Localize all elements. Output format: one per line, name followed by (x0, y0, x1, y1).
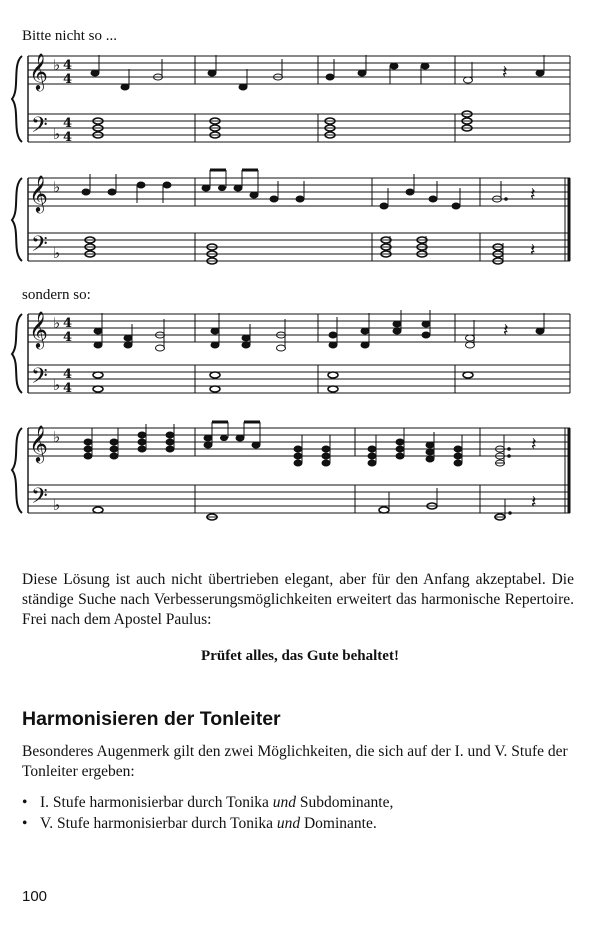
flat-sign-icon: ♭ (53, 127, 61, 143)
music-system-2 (0, 160, 600, 270)
bullet-icon: • (22, 794, 28, 811)
bullet-text-before: I. Stufe harmonisierbar durch Tonika (40, 794, 273, 811)
list-item (22, 813, 582, 834)
bullet-icon: • (22, 815, 28, 832)
flat-sign-icon: ♭ (53, 316, 61, 332)
treble-clef-icon: 𝄞 (29, 174, 48, 212)
music-system-1 (0, 44, 600, 154)
brace-icon (12, 178, 22, 261)
bullet-text-after: Subdominante, (296, 794, 394, 811)
bullet-text-after: Dominante. (300, 815, 377, 832)
bullet-text-emphasis: und (276, 815, 301, 832)
time-sig-upper: 4 (63, 116, 73, 131)
quarter-rest-icon: 𝄽 (530, 240, 536, 260)
example-label-good: sondern so: (22, 287, 91, 303)
quarter-rest-icon: 𝄽 (531, 434, 537, 454)
quarter-rest-icon: 𝄽 (502, 62, 508, 82)
bullet-list (22, 792, 582, 834)
brace-icon (12, 428, 22, 513)
flat-sign-icon: ♭ (53, 378, 61, 394)
quarter-rest-icon: 𝄽 (531, 492, 537, 512)
flat-sign-icon: ♭ (53, 58, 61, 74)
music-system-3 (0, 302, 600, 407)
flat-sign-icon: ♭ (53, 430, 61, 446)
body-paragraph: Diese Lösung ist auch nicht übertrieben elegant, aber für den Anfang akzeptabel. Die ständige Suche nach Verbesserungsmöglichkeiten erweitert das harmonische Repertoire. Frei nach dem Apostel Paulus: (22, 571, 574, 628)
list-item (22, 792, 582, 813)
time-sig-lower: 4 (63, 130, 73, 145)
brace-icon (12, 56, 22, 142)
flat-sign-icon: ♭ (53, 180, 61, 196)
example-label-bad: Bitte nicht so ... (22, 28, 117, 44)
time-sig-lower: 4 (63, 381, 73, 396)
treble-clef-icon: 𝄞 (29, 310, 48, 348)
time-sig-lower: 4 (63, 72, 73, 87)
bullet-text-before: V. Stufe harmonisierbar durch Tonika (40, 815, 277, 832)
treble-clef-icon: 𝄞 (29, 52, 48, 90)
bass-clef-icon: 𝄢 (31, 232, 48, 262)
page-number: 100 (22, 888, 48, 905)
time-sig-lower: 4 (63, 330, 73, 345)
brace-icon (12, 314, 22, 393)
music-system-4 (0, 412, 600, 524)
intro-paragraph: Besonderes Augenmerk gilt den zwei Möglichkeiten, die sich auf der I. und V. Stufe der Tonleiter ergeben: (22, 743, 568, 780)
flat-sign-icon: ♭ (53, 498, 61, 514)
quote: Prüfet alles, das Gute behaltet! (201, 648, 399, 664)
time-sig-upper: 4 (63, 58, 73, 73)
flat-sign-icon: ♭ (53, 246, 61, 262)
bass-clef-icon: 𝄢 (31, 484, 48, 514)
time-sig-upper: 4 (63, 316, 73, 331)
bass-clef-icon: 𝄢 (31, 364, 48, 394)
section-heading: Harmonisieren der Tonleiter (22, 708, 281, 730)
treble-clef-icon: 𝄞 (29, 424, 48, 462)
time-sig-upper: 4 (63, 367, 73, 382)
bullet-text-emphasis: und (272, 794, 297, 811)
bass-clef-icon: 𝄢 (31, 113, 48, 143)
quarter-rest-icon: 𝄽 (503, 320, 509, 340)
quarter-rest-icon: 𝄽 (530, 184, 536, 204)
